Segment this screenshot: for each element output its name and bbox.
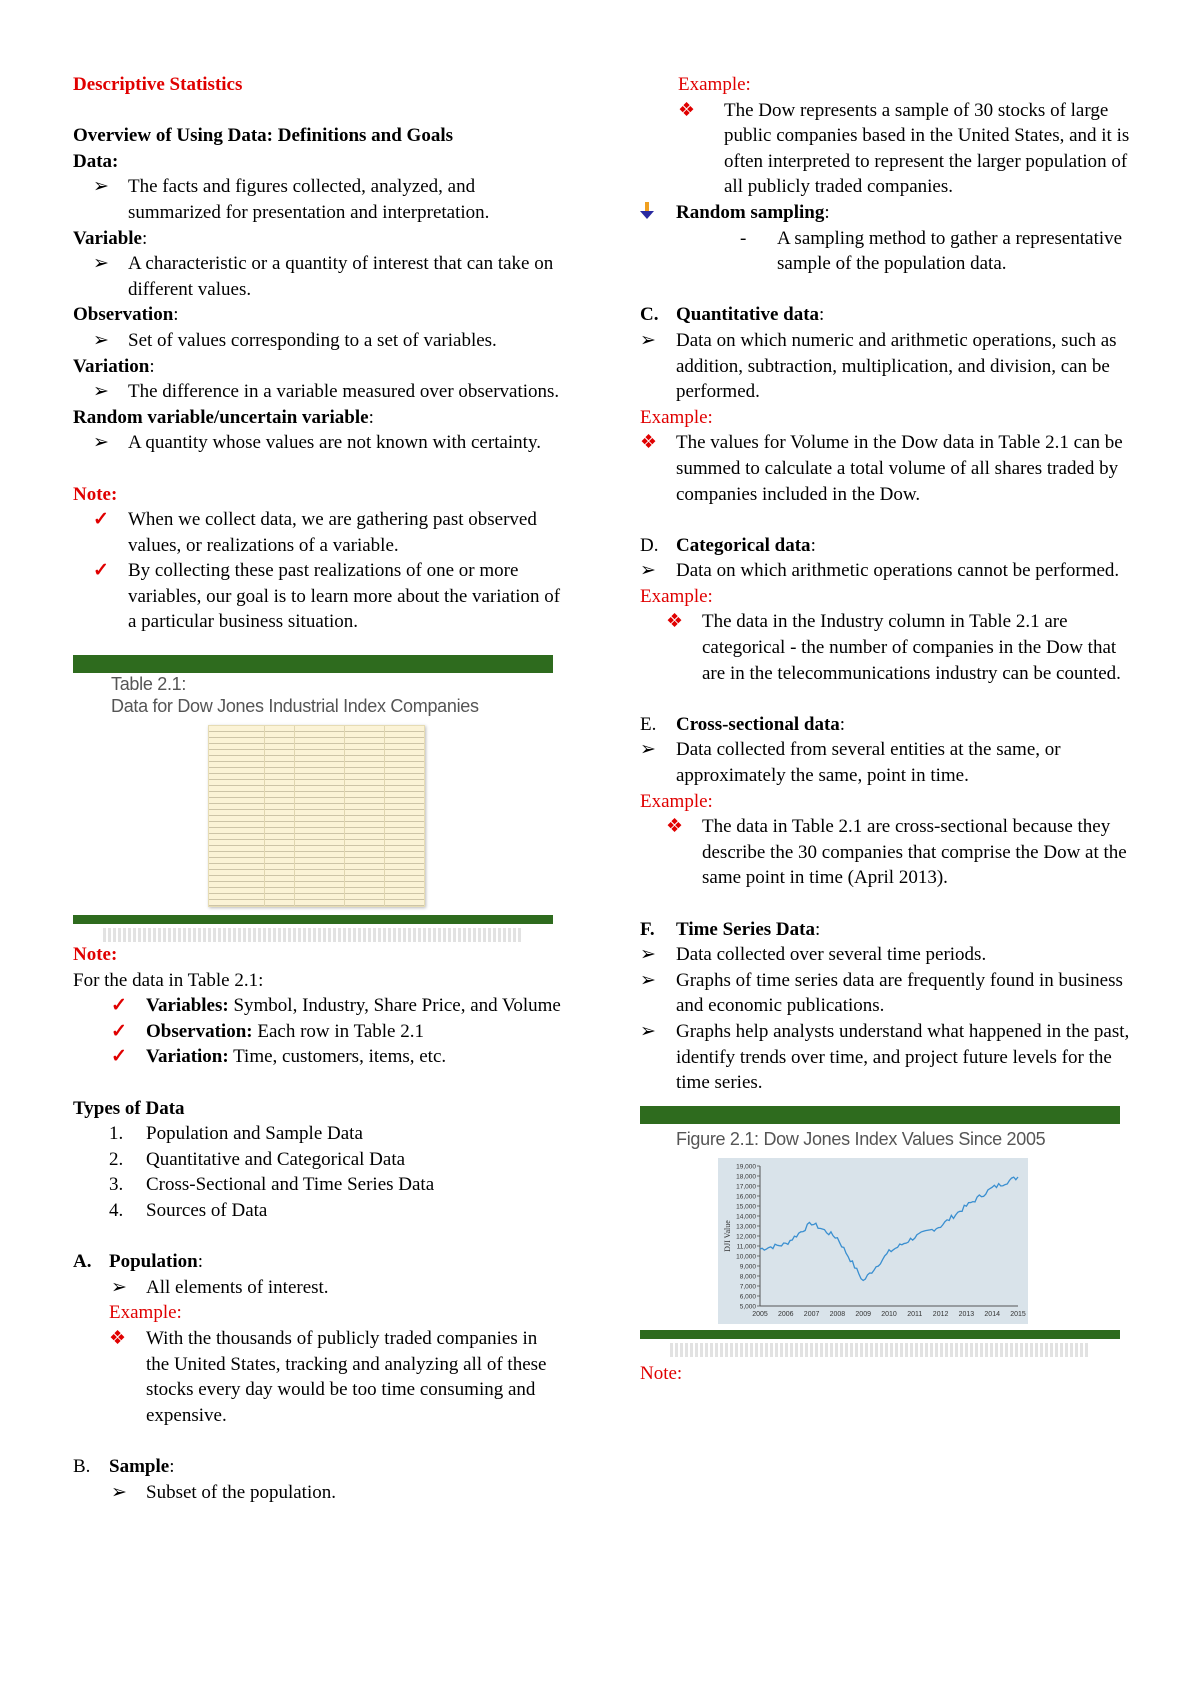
checkmark-icon: ✓: [111, 1046, 127, 1068]
categorical-bullet: ➢ Data on which arithmetic operations cannot be performed.: [640, 558, 1140, 584]
arrow-bullet-icon: ➢: [93, 176, 109, 198]
table-image-subtitle: Data for Dow Jones Industrial Index Companies: [111, 696, 479, 717]
arrow-bullet-icon: ➢: [111, 1276, 127, 1298]
y-tick-label: 19,000: [736, 1163, 756, 1171]
note-item: ✓ Observation: Each row in Table 2.1: [73, 1019, 563, 1045]
sample-bullet: ➢ Subset of the population.: [73, 1480, 563, 1506]
types-item: 1. Population and Sample Data: [109, 1123, 363, 1145]
table-image-title: Table 2.1:: [111, 674, 187, 695]
random-sampling-item: - A sampling method to gather a representative sample of the population data.: [740, 227, 1123, 275]
types-item: 2. Quantitative and Categorical Data: [109, 1148, 406, 1170]
arrow-bullet-icon: ➢: [93, 253, 109, 275]
figure-image: [640, 1106, 1120, 1357]
green-bar: [640, 1106, 1120, 1124]
dow-jones-chart: [718, 1158, 1028, 1324]
y-tick-label: 11,000: [736, 1243, 756, 1251]
checkmark-icon: ✓: [111, 1020, 127, 1042]
x-tick-label: 2009: [855, 1310, 871, 1318]
note-item: ✓ Variation: Time, customers, items, etc.: [73, 1044, 563, 1070]
y-tick-label: 6,000: [739, 1293, 756, 1301]
def-data-bullet: ➢ The facts and figures collected, analyzed, and summarized for presentation and interpretation.: [93, 176, 490, 223]
y-tick-label: 18,000: [736, 1173, 756, 1181]
caption-fine-print: [103, 928, 523, 942]
checkmark-icon: ✓: [111, 995, 127, 1017]
def-observation-bullet: ➢ Set of values corresponding to a set of variables.: [73, 328, 563, 354]
note-item: ✓ When we collect data, we are gathering past observed values, or realizations of a variable.: [93, 509, 537, 556]
def-term-observation: Observation:: [73, 304, 179, 326]
x-tick-label: 2013: [958, 1310, 975, 1318]
cross-sectional-bullet: ➢ Data collected from several entities at the same, or approximately the same, point in time.: [640, 739, 1061, 787]
arrow-bullet-icon: ➢: [640, 944, 656, 966]
example-label: Example:: [640, 585, 713, 607]
table-thumbnail: [208, 725, 425, 907]
y-tick-label: 7,000: [739, 1283, 756, 1291]
def-random-variable-bullet: ➢ A quantity whose values are not known with certainty.: [73, 430, 563, 456]
x-tick-label: 2005: [752, 1310, 768, 1318]
x-tick-label: 2008: [829, 1310, 846, 1318]
arrow-bullet-icon: ➢: [93, 329, 109, 351]
arrow-bullet-icon: ➢: [93, 381, 109, 403]
note-item: ✓ By collecting these past realizations of one or more variables, our goal is to learn more about the variation of a particular business situation.: [93, 560, 561, 633]
arrow-bullet-icon: ➢: [640, 1020, 656, 1042]
green-bar: [640, 1330, 1120, 1339]
time-series-bullet: ➢ Graphs of time series data are frequently found in business and economic publications.: [640, 969, 1123, 1017]
section-time-series-heading: F. Time Series Data:: [640, 918, 821, 940]
def-variable-bullet: ➢ A characteristic or a quantity of interest that can take on different values.: [93, 253, 554, 300]
overview-heading: Overview of Using Data: Definitions and Goals: [73, 125, 453, 147]
example-label: Example:: [109, 1302, 182, 1324]
diamond-bullet-icon: ❖: [666, 816, 684, 838]
types-item: 3. Cross-Sectional and Time Series Data: [109, 1174, 435, 1196]
time-series-bullet: ➢ Data collected over several time periods.: [640, 942, 1140, 968]
green-bar: [73, 655, 553, 673]
caption-fine-print: [670, 1343, 1090, 1357]
diamond-bullet-icon: ❖: [678, 99, 696, 121]
types-item: 4. Sources of Data: [109, 1200, 268, 1221]
x-tick-label: 2006: [778, 1310, 794, 1318]
example-label: Example:: [640, 790, 713, 812]
y-tick-label: 14,000: [736, 1213, 756, 1221]
arrow-bullet-icon: ➢: [111, 1481, 127, 1503]
def-term-variation: Variation:: [73, 355, 155, 377]
note-label: Note:: [73, 483, 118, 505]
note-intro: For the data in Table 2.1:: [73, 969, 264, 991]
diamond-bullet-icon: ❖: [640, 432, 658, 454]
note-item: ✓ Variables: Symbol, Industry, Share Price, and Volume: [73, 993, 563, 1019]
y-tick-label: 13,000: [736, 1223, 756, 1231]
arrow-bullet-icon: ➢: [640, 969, 656, 991]
y-tick-label: 8,000: [739, 1273, 756, 1281]
x-tick-label: 2014: [984, 1310, 1000, 1318]
section-sample-heading: B. Sample:: [73, 1455, 175, 1477]
arrow-bullet-icon: ➢: [640, 560, 656, 582]
section-cross-sectional-heading: E. Cross-sectional data:: [640, 713, 846, 735]
def-term-data: Data:: [73, 150, 119, 172]
y-tick-label: 10,000: [736, 1253, 756, 1261]
arrow-bullet-icon: ➢: [93, 432, 109, 454]
document-title: Descriptive Statistics: [73, 74, 243, 95]
checkmark-icon: ✓: [93, 509, 109, 531]
chart-svg: [718, 1158, 1028, 1324]
quantitative-bullet: ➢ Data on which numeric and arithmetic operations, such as addition, subtraction, multiplication, and division, can be performed.: [640, 329, 1117, 403]
population-bullet: ➢ All elements of interest.: [73, 1275, 563, 1301]
section-categorical-heading: D. Categorical data:: [640, 534, 816, 556]
arrow-bullet-icon: ➢: [640, 329, 656, 351]
y-tick-label: 16,000: [736, 1193, 756, 1201]
example-label: Example:: [678, 74, 751, 95]
green-bar: [73, 915, 553, 924]
categorical-example: ❖ The data in the Industry column in Table 2.1 are categorical - the number of companies in the Dow that are in the telecommunications industry can be counted.: [666, 611, 1121, 684]
x-tick-label: 2011: [907, 1310, 923, 1318]
y-tick-label: 12,000: [736, 1233, 756, 1241]
down-arrow-bullet-icon: [640, 202, 654, 228]
types-heading: Types of Data: [73, 1097, 185, 1119]
y-tick-label: 5,000: [739, 1303, 756, 1311]
note-label: Note:: [640, 1362, 683, 1384]
left-column: [73, 72, 563, 1505]
diamond-bullet-icon: ❖: [109, 1327, 127, 1349]
x-tick-label: 2012: [932, 1310, 949, 1318]
y-axis-label: DJI Value: [723, 1219, 732, 1252]
sample-example: ❖ The Dow represents a sample of 30 stocks of large public companies based in the United States, and it is often interpreted to represent the larger population of all publicly traded companies.: [678, 99, 1130, 198]
y-tick-label: 15,000: [736, 1203, 756, 1211]
example-label: Example:: [640, 406, 713, 428]
def-term-variable: Variable:: [73, 227, 148, 249]
x-tick-label: 2010: [881, 1310, 897, 1318]
time-series-bullet: ➢ Graphs help analysts understand what happened in the past, identify trends over time, and project future levels for the time series.: [640, 1020, 1130, 1094]
series-line-dji: [760, 1177, 1018, 1280]
population-example: ❖ With the thousands of publicly traded companies in the United States, tracking and analyzing all of these stocks every day would be too time consuming and expensive.: [109, 1327, 547, 1426]
cross-sectional-example: ❖ The data in Table 2.1 are cross-sectional because they describe the 30 companies that comprise the Dow at the same point in time (April 2013).: [666, 816, 1127, 889]
section-quantitative-heading: C. Quantitative data:: [640, 304, 825, 326]
note-label: Note:: [73, 944, 118, 966]
random-sampling-heading: Random sampling:: [640, 200, 1140, 226]
figure-title: Figure 2.1: Dow Jones Index Values Since 2005: [676, 1128, 1046, 1149]
y-tick-label: 9,000: [739, 1263, 756, 1271]
def-variation-bullet: ➢ The difference in a variable measured over observations.: [73, 379, 563, 405]
y-tick-label: 17,000: [736, 1183, 756, 1191]
x-tick-label: 2007: [803, 1310, 820, 1318]
quantitative-example: ❖ The values for Volume in the Dow data in Table 2.1 can be summed to calculate a total volume of all shares traded by companies included in the Dow.: [640, 432, 1123, 505]
right-column: [640, 72, 1140, 1386]
table-image: [73, 655, 553, 942]
arrow-bullet-icon: ➢: [640, 739, 656, 761]
x-tick-label: 2015: [1010, 1310, 1026, 1318]
diamond-bullet-icon: ❖: [666, 611, 684, 633]
section-population-heading: A. Population:: [73, 1251, 203, 1273]
def-term-random-variable: Random variable/uncertain variable:: [73, 406, 374, 428]
checkmark-icon: ✓: [93, 560, 109, 582]
